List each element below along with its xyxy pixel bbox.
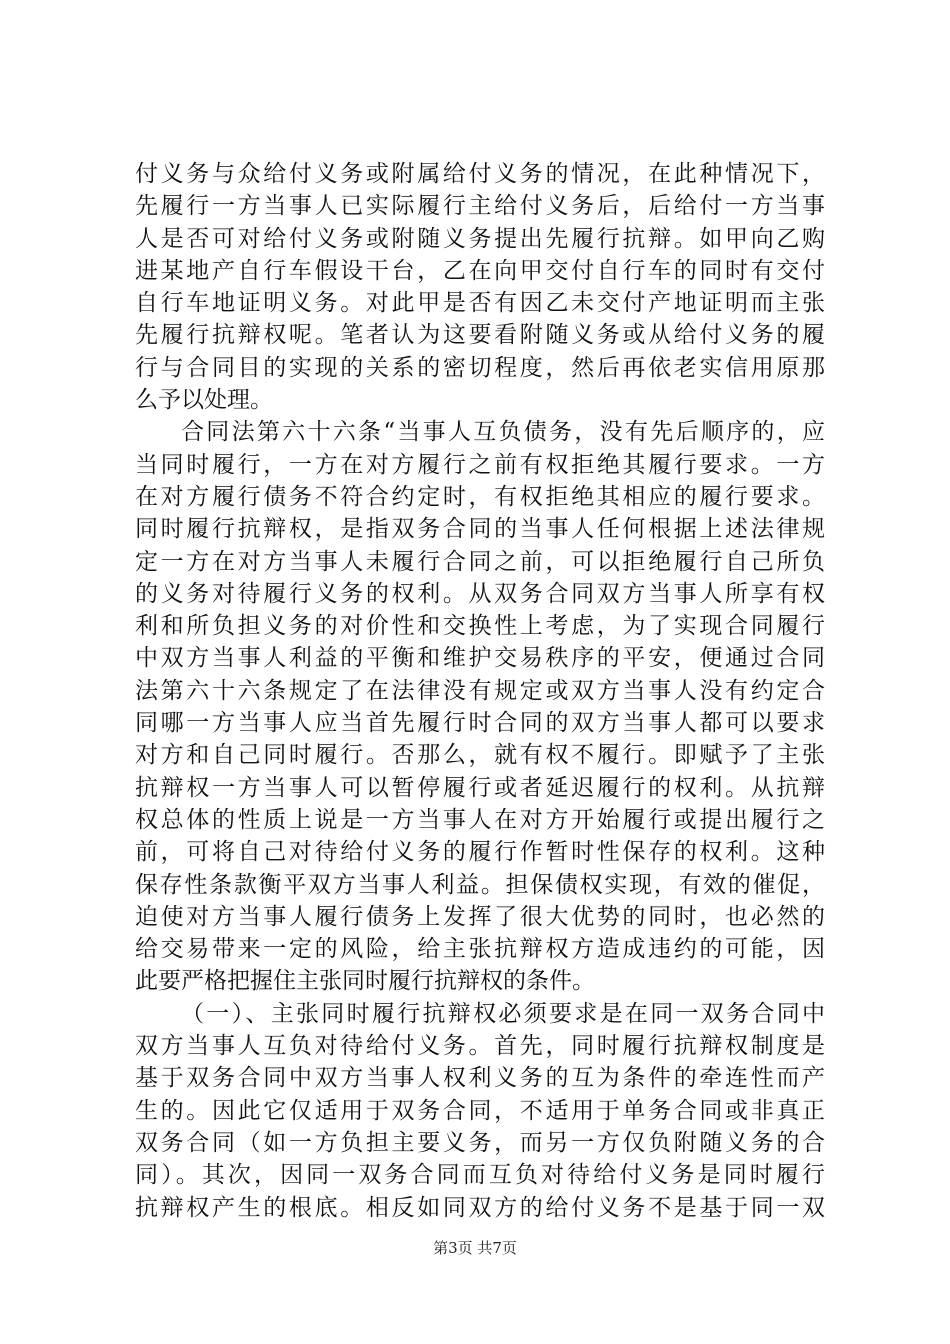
text-line: 法第六十六条规定了在法律没有规定或双方当事人没有约定合 [135, 677, 825, 704]
text-line: 生的。因此它仅适用于双务合同，不适用于单务合同或非真正 [135, 1097, 825, 1124]
text-line: 进某地产自行车假设干台，乙在向甲交付自行车的同时有交付 [135, 257, 825, 284]
text-line: 定一方在对方当事人未履行合同之前，可以拒绝履行自己所负 [135, 548, 825, 575]
text-line: 给交易带来一定的风险，给主张抗辩权方造成违约的可能，因 [135, 936, 825, 963]
text-line: 前，可将自己对待给付义务的履行作暂时性保存的权利。这种 [135, 839, 825, 866]
text-line: 么予以处理。 [135, 387, 273, 414]
text-line: 双务合同（如一方负担主要义务，而另一方仅负附随义务的合 [135, 1129, 825, 1156]
text-line: 利和所负担义务的对价性和交换性上考虑，为了实现合同履行 [135, 613, 825, 640]
text-line: 行与合同目的实现的关系的密切程度，然后再依老实信用原那 [135, 354, 825, 381]
text-line: 的义务对待履行义务的权利。从双务合同双方当事人所享有权 [135, 580, 825, 607]
paragraph [135, 158, 825, 416]
text-line: 自行车地证明义务。对此甲是否有因乙未交付产地证明而主张 [135, 290, 825, 317]
text-line: 保存性条款衡平双方当事人利益。担保债权实现，有效的催促， [135, 871, 825, 898]
text-line: 基于双务合同中双方当事人权利义务的互为条件的牵连性而产 [135, 1065, 825, 1092]
text-line: 中双方当事人利益的平衡和维护交易秩序的平安，便通过合同 [135, 645, 825, 672]
document-body [135, 158, 825, 1224]
text-line: 合同法第六十六条“当事人互负债务，没有先后顺序的，应 [181, 419, 825, 446]
text-line: 同）。其次，因同一双务合同而互负对待给付义务是同时履行 [135, 1162, 825, 1189]
text-line: 在对方履行债务不符合约定时，有权拒绝其相应的履行要求。 [135, 483, 825, 510]
text-line: 同时履行抗辩权，是指双务合同的当事人任何根据上述法律规 [135, 516, 825, 543]
text-line: 人是否可对给付义务或附随义务提出先履行抗辩。如甲向乙购 [135, 225, 825, 252]
text-line: 付义务与众给付义务或附属给付义务的情况，在此种情况下， [135, 161, 825, 187]
text-line: （一）、主张同时履行抗辩权必须要求是在同一双务合同中 [181, 1000, 825, 1027]
paragraph [135, 998, 825, 1224]
page-footer: 第3页 共7页 [433, 1239, 517, 1257]
text-line: 抗辩权一方当事人可以暂停履行或者延迟履行的权利。从抗辩 [135, 774, 825, 801]
text-line: 先履行抗辩权呢。笔者认为这要看附随义务或从给付义务的履 [135, 322, 825, 349]
text-line: 权总体的性质上说是一方当事人在对方开始履行或提出履行之 [135, 806, 825, 833]
text-line: 此要严格把握住主张同时履行抗辩权的条件。 [135, 968, 595, 995]
text-line: 先履行一方当事人已实际履行主给付义务后，后给付一方当事 [135, 193, 825, 220]
paragraph [135, 416, 825, 997]
text-line: 迫使对方当事人履行债务上发挥了很大优势的同时，也必然的 [135, 903, 825, 930]
text-line: 抗辩权产生的根底。相反如同双方的给付义务不是基于同一双 [135, 1194, 825, 1221]
text-line: 双方当事人互负对待给付义务。首先，同时履行抗辩权制度是 [135, 1033, 825, 1060]
text-line: 当同时履行，一方在对方履行之前有权拒绝其履行要求。一方 [135, 451, 825, 478]
text-line: 对方和自己同时履行。否那么，就有权不履行。即赋予了主张 [135, 742, 825, 769]
text-line: 同哪一方当事人应当首先履行时合同的双方当事人都可以要求 [135, 710, 825, 737]
